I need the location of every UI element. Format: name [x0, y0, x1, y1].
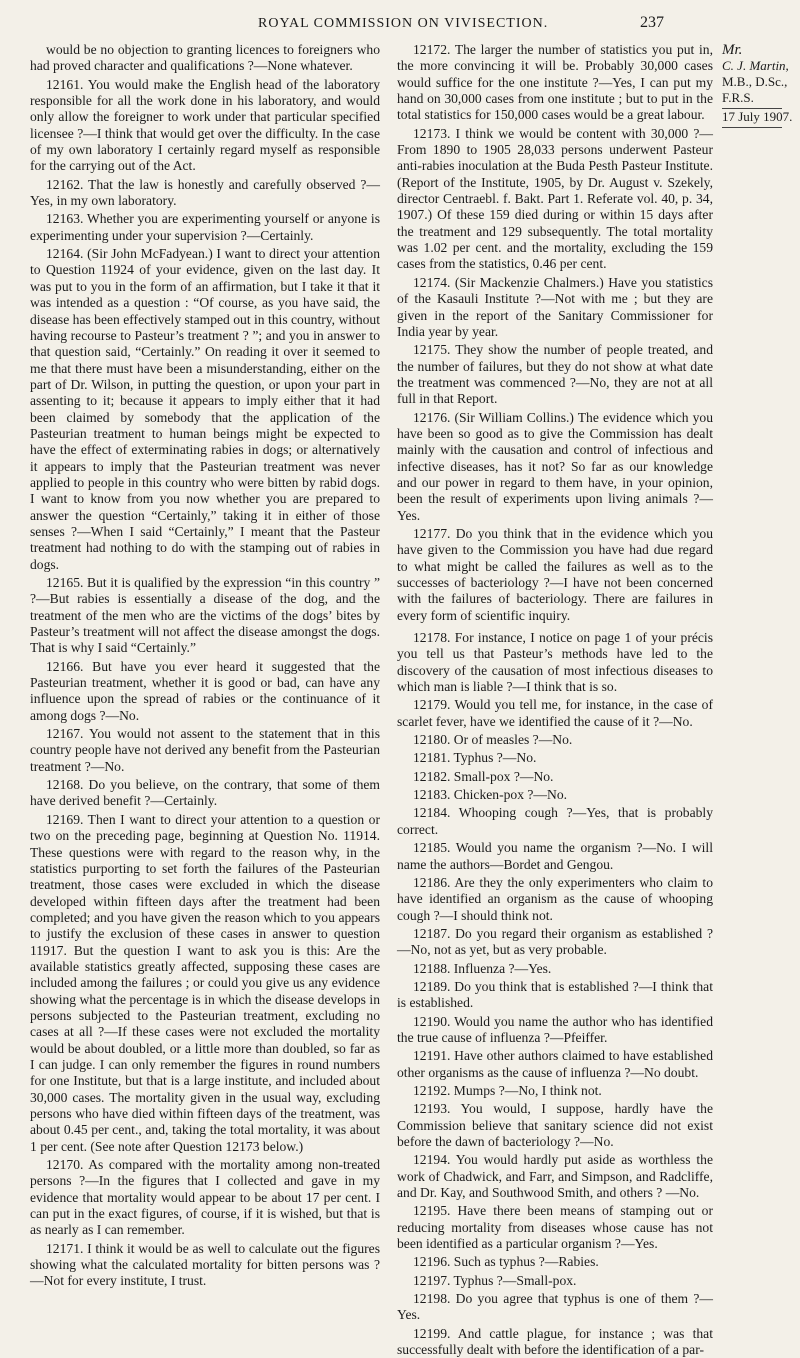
- paragraph: 12161. You would make the English head of the laboratory responsible for all the work done in his laboratory, and would only allow the foreigner to work under that particular specified licensee ?—I think that would get over the difficulty. In the case of my own laboratory I certainly regard myself as responsible for the carrying out of the Act.: [30, 76, 380, 174]
- paragraph: 12184. Whooping cough ?—Yes, that is probably correct.: [397, 805, 713, 837]
- paragraph: 12198. Do you agree that typhus is one of them ?—Yes.: [397, 1291, 713, 1323]
- paragraph: 12188. Influenza ?—Yes.: [413, 960, 552, 976]
- paragraph: 12189. Do you think that is established ?—I think that is established.: [397, 978, 713, 1011]
- paragraph: 12190. Would you name the author who has identified the true cause of influenza ?—Pfeiffer.: [397, 1013, 713, 1045]
- paragraph: 12178. For instance, I notice on page 1 of your précis you tell us that Pasteur’s methods have led to the discovery of the causation of most infectious diseases to which man is liable ?—I think that is so.: [397, 630, 713, 695]
- paragraph: 12164. (Sir John McFadyean.) I want to direct your attention to Question 11924 of your evidence, given on the last day. It was put to you in the form of an affirmation, but I take it that it was intended as a question : “Of course, as you have said, the disease has been effectively stamped out in this country, without having recourse to Pasteur’s treatment ? ”; and you in answer to that question said, “Certainly.” On reading it over it seemed to me that there must have been a misunderstanding, either on the part of Dr. Wilson, in putting the question, or upon your part in assenting to it; because it appears to imply either that it had been claimed by somebody that the application of the Pasteurian treatment to human beings might be expected to have the effect of exterminating rabies in dogs; or alternatively it appears to imply that the Pasteurian treatment was never applied to people in this country who were bitten by rabid dogs. I want to know from you now whether you are prepared to answer the question “Certainly,” taking it in either of those senses ?—When I said “Certainly,” I meant that the Pasteur treatment had nothing to do with the stamping out of rabies in dogs.: [30, 246, 380, 572]
- paragraph: 12182. Small-pox ?—No.: [413, 768, 554, 784]
- paragraph: 12194. You would hardly put aside as worthless the work of Chadwick, and Farr, and Simpson, and Radcliffe, and Dr. Kay, and Southwood Smith, and others ? —No.: [397, 1152, 713, 1201]
- paragraph: 12191. Have other authors claimed to have established other organisms as the cause of influenza ?—No doubt.: [397, 1048, 713, 1080]
- witness-label: Mr.: [722, 42, 743, 58]
- page-header: [0, 16, 800, 36]
- paragraph: 12185. Would you name the organism ?—No. I will name the authors—Bordet and Gengou.: [397, 840, 713, 872]
- paragraph: 12180. Or of measles ?—No.: [413, 732, 573, 748]
- paragraph: 12172. The larger the number of statistics you put in, the more convincing it will be. Probably 30,000 cases would suffice for the one institute ?—Yes, I can put my hand on 30,000 cases from one institute ; but to put in the total statistics for 150,000 cases would be a great labour.: [397, 42, 713, 123]
- paragraph: 12167. You would not assent to the statement that in this country people have not derived any benefit from the Pasteurian treatment ?—No.: [30, 726, 380, 774]
- session-date: 17 July 1907.: [722, 109, 793, 124]
- paragraph: 12177. Do you think that in the evidence which you have given to the Commission you have had due regard to what might be called the failures as well as to the successes of bacteriology ?—I have not been concerned with the failures of bacteriology. There are failures in every form of scientific inquiry.: [397, 525, 713, 623]
- margin-note: [722, 42, 798, 128]
- paragraph: 12166. But have you ever heard it suggested that the Pasteurian treatment, whether it is good or bad, can have any influence upon the spread of rabies or the continuance of it among dogs ?—No.: [30, 658, 380, 723]
- paragraph: 12163. Whether you are experimenting yourself or anyone is experimenting under your supervision ?—Certainly.: [30, 211, 380, 243]
- witness-fellowship: F.R.S.: [722, 90, 754, 105]
- paragraph: 12192. Mumps ?—No, I think not.: [413, 1082, 602, 1098]
- paragraph: 12173. I think we would be content with 30,000 ?—From 1890 to 1905 28,033 persons underwent Pasteur anti-rabies inoculation at the Buda Pesth Pasteur Institute. (Report of the Institute, 1905, by Dr. August v. Szekely, director Centraebl. f. Bakt. Part 1. Referate vol. 40, p. 34, 1907.) Of these 159 died during or within 15 days after the treatment and 129 subsequently. The total mortality was 1.02 per cent. and the mortality, excluding the 159 cases from the statistics, 0.46 per cent.: [397, 125, 713, 272]
- paragraph: 12196. Such as typhus ?—Rabies.: [413, 1254, 599, 1270]
- paragraph: 12186. Are they the only experimenters who claim to have identified an organism as the cause of whooping cough ?—I should think not.: [397, 874, 713, 923]
- paragraph: 12169. Then I want to direct your attention to a question or two on the preceding page, beginning at Question No. 11914. These questions were with regard to the reason why, in the statistics purporting to set forth the failures of the Pasteurian treatment, those cases were excluded in which the disease developed within fifteen days after the treatment had been completed; and you have given the reason which to you appears to justify the exclusion of these cases in answer to question 11917. But the question I want to ask you is this: Are the available statistics greatly affected, supposing these cases are included among the failures ; or could you give us any evidence showing what the percentage is in which the disease develops in persons subjected to the Pasteurian treatment, excluding no cases at all ?—If these cases were not excluded the mortality would be about doubled, or a little more than doubled, so far as I can judge. I can only remember the figures in round numbers for one Institute, but that is a large institute, and included about 30,000 cases. The mortality given in the usual way, excluding persons who have died within fifteen days of the treatment, was about 0.45 per cent., and, taking the total mortality, it was about 1 per cent. (See note after Question 12173 below.): [30, 811, 380, 1154]
- paragraph: 12170. As compared with the mortality among non-treated persons ?—In the figures that I collected and gave in my evidence that mortality would appear to be about 17 per cent. I can put in the exact figures, of course, if it is wished, but that is as nearly as I can remember.: [30, 1157, 380, 1238]
- paragraph: 12176. (Sir William Collins.) The evidence which you have been so good as to give the Commission has dealt mainly with the causation and control of infectious and infective diseases, has it not? So far as our knowledge and our power in regard to them have, in your opinion, been the result of experiments upon living animals ?—Yes.: [397, 409, 713, 523]
- paragraph: would be no objection to granting licences to foreigners who had proved character and qualifications ?—None whatever.: [30, 42, 380, 74]
- paragraph: 12195. Have there been means of stamping out or reducing mortality from diseases whose cause has not been identified as a particular organism ?—Yes.: [397, 1203, 713, 1252]
- paragraph: 12175. They show the number of people treated, and the number of failures, but they do not show at what date the treatment was commenced ?—No, they are not at all full in that Report.: [397, 342, 713, 407]
- page-number: 237: [640, 14, 664, 31]
- left-column: [30, 42, 380, 1342]
- paragraph: 12187. Do you regard their organism as established ? —No, not as yet, but as very probable.: [397, 925, 713, 958]
- paragraph: 12183. Chicken-pox ?—No.: [413, 787, 568, 803]
- paragraph: 12162. That the law is honestly and carefully observed ?—Yes, in my own laboratory.: [30, 176, 380, 209]
- paragraph: 12171. I think it would be as well to calculate out the figures showing what the calculated mortality for bitten persons was ?—Not for every institute, I trust.: [30, 1240, 380, 1289]
- paragraph: 12174. (Sir Mackenzie Chalmers.) Have you statistics of the Kasauli Institute ?—Not with me ; but they are given in the report of the Sanitary Commissioner for India year by year.: [397, 274, 713, 339]
- paragraph: 12199. And cattle plague, for instance ; was that successfully dealt with before the identification of a par-: [397, 1325, 713, 1358]
- paragraph: 12179. Would you tell me, for instance, in the case of scarlet fever, have we identified the cause of it ?—No.: [397, 697, 713, 729]
- witness-degrees: M.B., D.Sc.,: [722, 74, 788, 89]
- paragraph: 12181. Typhus ?—No.: [413, 750, 537, 766]
- paragraph: 12165. But it is qualified by the expression “in this country ” ?—But rabies is essentially a disease of the dog, and the treatment of the men who are the victims of the dogs’ bites by Pasteur’s treatment will not affect the disease amongst the dogs. That is why I said “Certainly.”: [30, 575, 380, 656]
- right-column: [397, 42, 713, 1358]
- paragraph: 12168. Do you believe, on the contrary, that some of them have derived benefit ?—Certainly.: [30, 777, 380, 809]
- paragraph: 12193. You would, I suppose, hardly have the Commission believe that sanitary science did not exist before the dawn of bacteriology ?—No.: [397, 1101, 713, 1149]
- margin-rule: [722, 127, 782, 128]
- paragraph: 12197. Typhus ?—Small-pox.: [413, 1272, 577, 1288]
- witness-name: C. J. Martin,: [722, 58, 789, 73]
- running-title: ROYAL COMMISSION ON VIVISECTION.: [258, 16, 549, 31]
